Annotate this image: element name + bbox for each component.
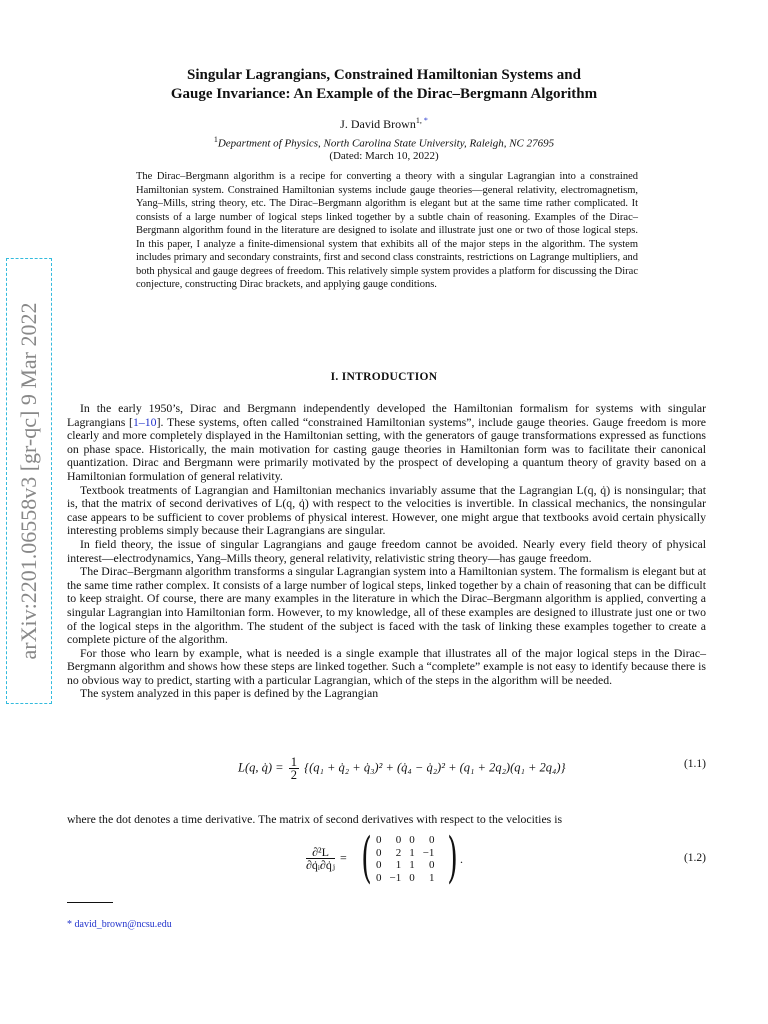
- matrix-row: [372, 847, 438, 860]
- matrix-cell: 0: [376, 846, 382, 859]
- matrix-cell: 1: [409, 859, 415, 871]
- matrix-cell: 1: [409, 846, 415, 859]
- affiliation-mark: 1: [213, 135, 218, 144]
- arxiv-stamp[interactable]: [6, 258, 52, 704]
- matrix-cell: 0: [428, 834, 435, 846]
- body-text: [67, 402, 706, 701]
- matrix-cell: 1: [428, 871, 435, 884]
- author-name: J. David Brown: [340, 117, 416, 131]
- matrix-table: [372, 834, 438, 884]
- left-paren-icon: (: [361, 826, 372, 889]
- equation-1-1: [0, 750, 768, 786]
- paragraph: Textbook treatments of Lagrangian and Hamiltonian mechanics invariably assume that the Lagrangian L(q, q̇) is nonsingular; that is, that the matrix of second derivatives of L(q, q̇) with respect to the velocities is invertible. In classical mechanics, the nonsingular case appears to be sufficient to cover problems of physical interest. However, one might argue that textbooks avoid certain physically interesting problems simply because their Lagrangians are singular.: [67, 482, 706, 538]
- eq-frac-num: 1: [290, 755, 297, 769]
- footnote-star: *: [67, 919, 72, 930]
- equation-body: [238, 756, 566, 781]
- matrix-cell: 0: [395, 834, 402, 846]
- matrix-cell: 0: [376, 834, 382, 846]
- eq-fraction: [306, 846, 335, 871]
- paper-title: [0, 66, 768, 104]
- author-affil-mark: 1,: [415, 116, 424, 125]
- date-line: (Dated: March 10, 2022): [329, 150, 439, 162]
- matrix-cell: 0: [376, 859, 382, 871]
- eq-rhs: {(q₁ + q̇₂ + q̇₃)² + (q̇₄ − q̇₂)² + (q₁ + 2q₂)(q₁ + 2q₄)}: [304, 760, 566, 775]
- paragraph: The Dirac–Bergmann algorithm transforms a singular Lagrangian system into a Hamiltonian system. The formalism is elegant but at the same time rather complex. It consists of a large number of logical steps, linked together by a chain of reasoning that can be difficult to keep straight. Of course, there are many examples in the literature in which the Dirac–Bergmann algorithm is applied, converting a singular Lagrangian into Hamiltonian form. However, to my knowledge, all of these examples are designed to illustrate just one or two of the logical steps in the algorithm. The student of the subject is faced with the task of linking these examples together to create a complete picture of the algorithm.: [67, 564, 706, 647]
- matrix-row: [372, 859, 438, 872]
- paragraph: In field theory, the issue of singular Lagrangians and gauge freedom cannot be avoided. Nearly every field theory of physical interest—electrodynamics, Yang–Mills theory, general relativity, relativistic string theory—has gauge freedom.: [67, 536, 706, 565]
- eq-frac-num: ∂²L: [306, 846, 335, 859]
- author-footnote-link[interactable]: *: [423, 116, 428, 125]
- right-paren-icon: ): [447, 826, 458, 889]
- equation-number: (1.2): [683, 852, 706, 864]
- paragraph-text: ]. These systems, often called “constrained Hamiltonian systems”, include gauge theories. Gauge freedom is more clearly and more completely displayed in the Hamiltonian setting, with the generators of gauge transformations expressed as functions on phase space. Historically, the main motivation for casting gauge theories in Hamiltonian form was to facilitate their canonical quantization. Dirac and Bergmann were primarily motivated by the prospect of developing a quantum theory of gravity based on a Hamiltonian formulation of general relativity.: [67, 414, 707, 483]
- eq-equals: =: [340, 850, 347, 865]
- paragraph: The system analyzed in this paper is defined by the Lagrangian: [80, 686, 379, 701]
- footnote-email-link[interactable]: david_brown@ncsu.edu: [74, 919, 172, 930]
- matrix-cell: 0: [409, 871, 415, 884]
- paragraph: For those who learn by example, what is needed is a single example that illustrates all of the major logical steps in the Dirac–Bergmann algorithm and shows how these steps are linked together. Such a “complete” example is not easy to identify because there is no obvious way to predict, starting with a particular Lagrangian, which of the steps in the algorithm will be needed.: [67, 645, 706, 687]
- matrix-row: [372, 834, 438, 847]
- citation-link[interactable]: 1–10: [132, 414, 157, 429]
- matrix-cell: 2: [395, 846, 402, 859]
- equation-1-2: [0, 826, 768, 890]
- title-line-2: Gauge Invariance: An Example of the Dirac–Bergmann Algorithm: [170, 86, 598, 102]
- inline-text: where the dot denotes a time derivative. The matrix of second derivatives with respect to the velocities is: [67, 812, 563, 826]
- eq-lhs: L(q, q̇) =: [238, 760, 287, 775]
- eq-fraction: [289, 756, 299, 781]
- eq-frac-den: ∂q̇ᵢ∂q̇ⱼ: [306, 858, 335, 872]
- footnote-rule: [67, 902, 113, 903]
- eq-frac-den: 2: [290, 768, 297, 782]
- matrix-cell: −1: [389, 871, 402, 884]
- matrix-cell: 0: [376, 871, 382, 884]
- eq-lhs: [304, 846, 347, 871]
- affiliation: [0, 135, 768, 150]
- arxiv-stamp-text: arXiv:2201.06558v3 [gr-qc] 9 Mar 2022: [16, 302, 41, 660]
- matrix-row: [372, 872, 438, 885]
- affiliation-text: Department of Physics, North Carolina State University, Raleigh, NC 27695: [217, 137, 555, 150]
- paragraph: [67, 402, 706, 484]
- section-heading: I. INTRODUCTION: [330, 371, 438, 383]
- footnote: [67, 919, 172, 930]
- matrix: [361, 826, 458, 889]
- matrix-cell: −1: [422, 846, 435, 859]
- paragraph-text: In the early 1950’s, Dirac and Bergmann independently developed the Hamiltonian formalism for systems with singular Lagrangians [: [67, 401, 706, 429]
- title-line-1: Singular Lagrangians, Constrained Hamiltonian Systems and: [187, 67, 581, 83]
- equation-number: (1.1): [683, 758, 706, 770]
- matrix-cell: 1: [395, 859, 402, 871]
- author-line: [0, 116, 768, 132]
- matrix-cell: 0: [409, 834, 415, 846]
- matrix-cell: 0: [428, 859, 435, 871]
- eq-trailing-period: .: [460, 852, 463, 866]
- abstract: The Dirac–Bergmann algorithm is a recipe for converting a theory with a singular Lagrangian into a constrained Hamiltonian system. Constrained Hamiltonian systems include gauge theories—general relativity, electromagnetism, Yang–Mills, string theory, etc. The Dirac–Bergmann algorithm is elegant but at the same time rather complicated. It consists of a large number of logical steps linked together by a subtle chain of reasoning. Examples of the Dirac–Bergmann algorithm found in the literature are designed to isolate and illustrate just one or two of those logical steps. In this paper, I analyze a finite-dimensional system that exhibits all of the major steps in the algorithm. The system includes primary and secondary constraints, first and second class constraints, restrictions on Lagrange multipliers, and both physical and gauge degrees of freedom. This relatively simple system provides a platform for discussing the Dirac conjecture, constructing Dirac brackets, and applying gauge conditions.: [136, 171, 638, 290]
